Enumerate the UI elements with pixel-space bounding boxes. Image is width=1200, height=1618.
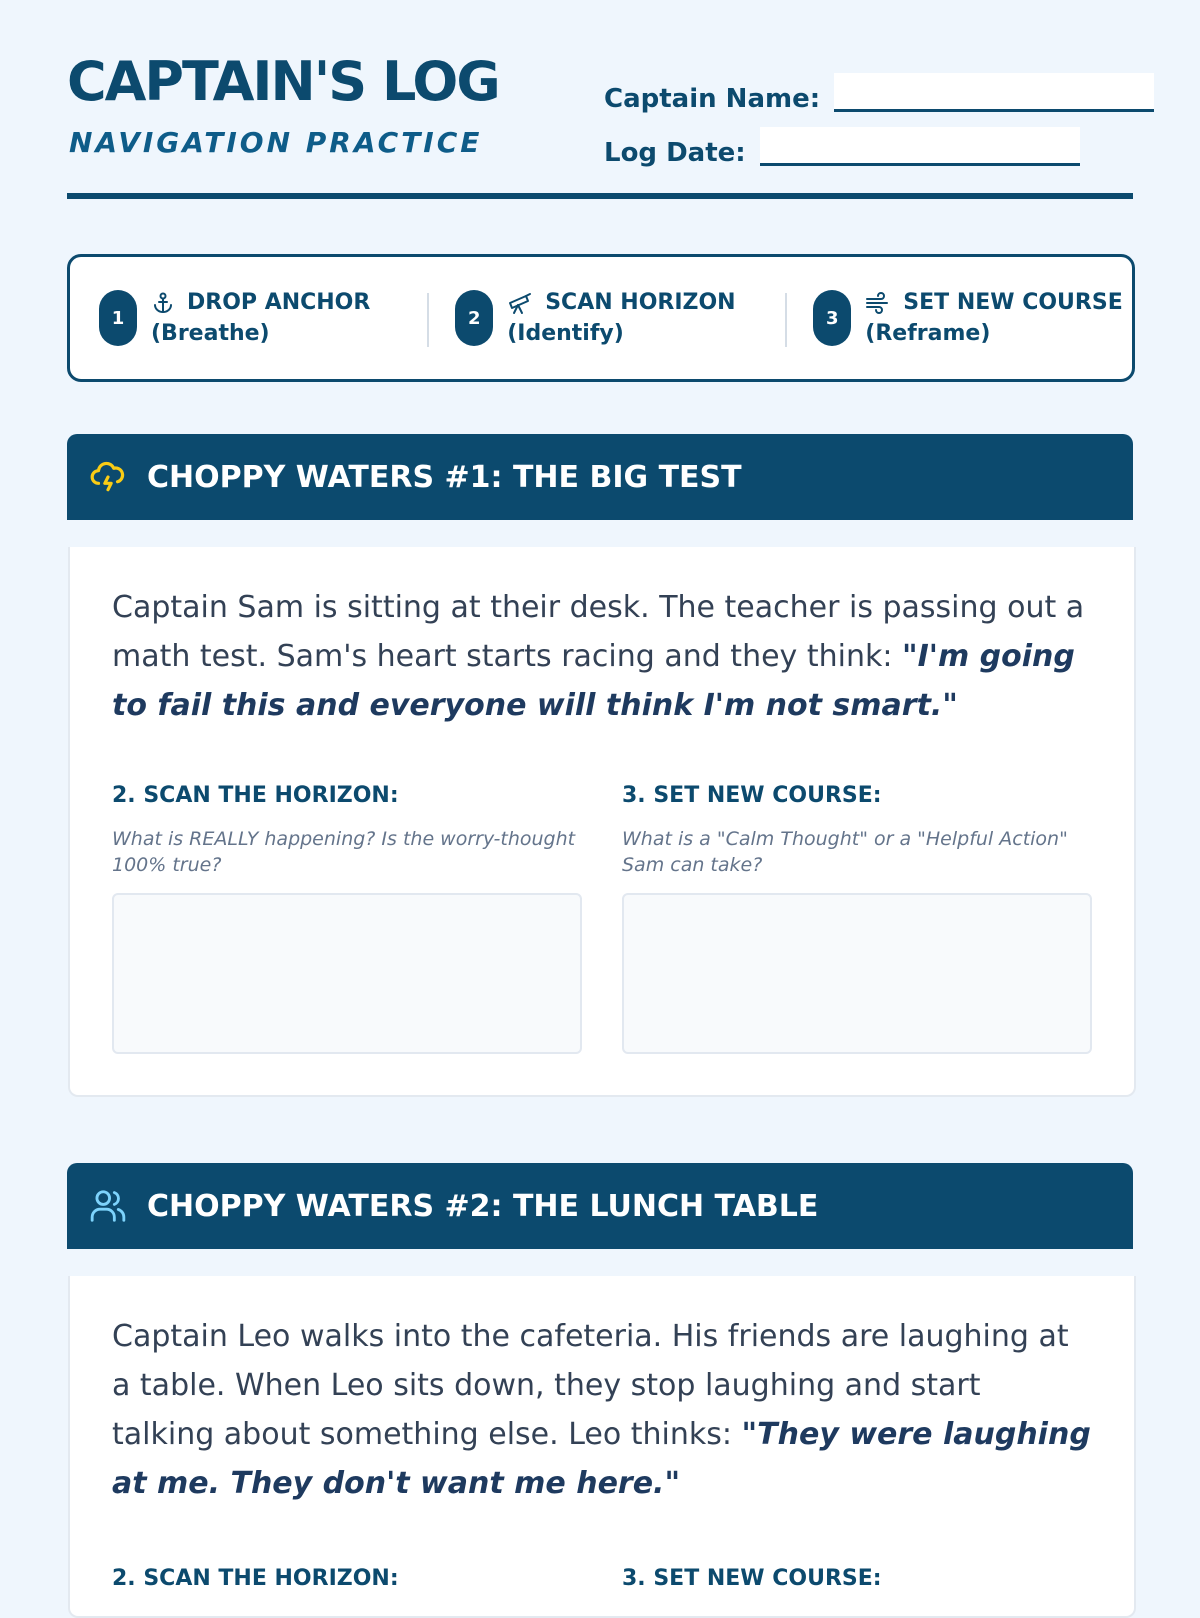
step-set-new-course (785, 257, 1132, 379)
worry-quote: "They were laughing at me. They don't want me here." (112, 1417, 1091, 1501)
step-number-badge: 3 (813, 290, 851, 346)
step-title: SET NEW COURSE (903, 290, 1123, 315)
scenario-heading: CHOPPY WATERS #2: THE LUNCH TABLE (147, 1188, 819, 1224)
captain-name-field (604, 73, 1154, 112)
step-number-badge: 1 (99, 290, 137, 346)
column-prompt: What is REALLY happening? Is the worry-thought 100% true? (112, 828, 576, 876)
users-icon (89, 1187, 127, 1225)
step-divider (427, 293, 429, 347)
anchor-icon (151, 291, 175, 315)
scan-horizon-answer-box[interactable] (112, 893, 582, 1054)
step-subtitle: (Breathe) (151, 321, 270, 346)
captain-name-input[interactable] (834, 73, 1154, 112)
steps-panel (67, 254, 1135, 382)
page-subtitle: NAVIGATION PRACTICE (69, 126, 483, 159)
scenario-story (112, 1312, 1092, 1508)
log-date-label: Log Date: (604, 138, 746, 168)
captain-name-label: Captain Name: (604, 84, 821, 114)
wind-icon (865, 291, 891, 315)
column-heading: 2. SCAN THE HORIZON: (112, 1566, 399, 1591)
story-text: Captain Sam is sitting at their desk. The teacher is passing out a math test. Sam's heart starts racing and they think: (112, 590, 1085, 674)
header-divider (67, 193, 1133, 199)
scenario-story (112, 583, 1092, 730)
worry-quote: "I'm going to fail this and everyone will think I'm not smart." (112, 639, 1075, 723)
scan-horizon-column (112, 783, 582, 878)
log-date-field (604, 127, 1080, 166)
step-title: DROP ANCHOR (187, 290, 371, 315)
story-text: Captain Leo walks into the cafeteria. His friends are laughing at a table. When Leo sits down, they stop laughing and start talking about something else. Leo thinks: (112, 1319, 1069, 1452)
scenario-1-card (68, 547, 1136, 1097)
page-title: CAPTAIN'S LOG (67, 50, 499, 113)
scenario-2-banner (67, 1163, 1133, 1249)
step-title: SCAN HORIZON (545, 290, 736, 315)
column-prompt: What is a "Calm Thought" or a "Helpful Action" Sam can take? (622, 828, 1068, 876)
step-subtitle: (Reframe) (865, 321, 991, 346)
telescope-icon (507, 291, 533, 315)
scenario-1-banner (67, 434, 1133, 520)
column-heading: 2. SCAN THE HORIZON: (112, 783, 399, 808)
step-number-badge: 2 (455, 290, 493, 346)
scan-horizon-column (112, 1566, 582, 1591)
storm-cloud-icon (89, 458, 127, 496)
step-scan-horizon (427, 257, 785, 379)
step-drop-anchor (70, 257, 427, 379)
scenario-heading: CHOPPY WATERS #1: THE BIG TEST (147, 459, 742, 495)
set-new-course-column (622, 1566, 1092, 1591)
step-divider (785, 293, 787, 347)
scenario-2-card (68, 1276, 1136, 1618)
log-date-input[interactable] (760, 127, 1080, 166)
set-new-course-column (622, 783, 1092, 878)
step-subtitle: (Identify) (507, 321, 624, 346)
column-heading: 3. SET NEW COURSE: (622, 1566, 882, 1591)
set-new-course-answer-box[interactable] (622, 893, 1092, 1054)
column-heading: 3. SET NEW COURSE: (622, 783, 882, 808)
